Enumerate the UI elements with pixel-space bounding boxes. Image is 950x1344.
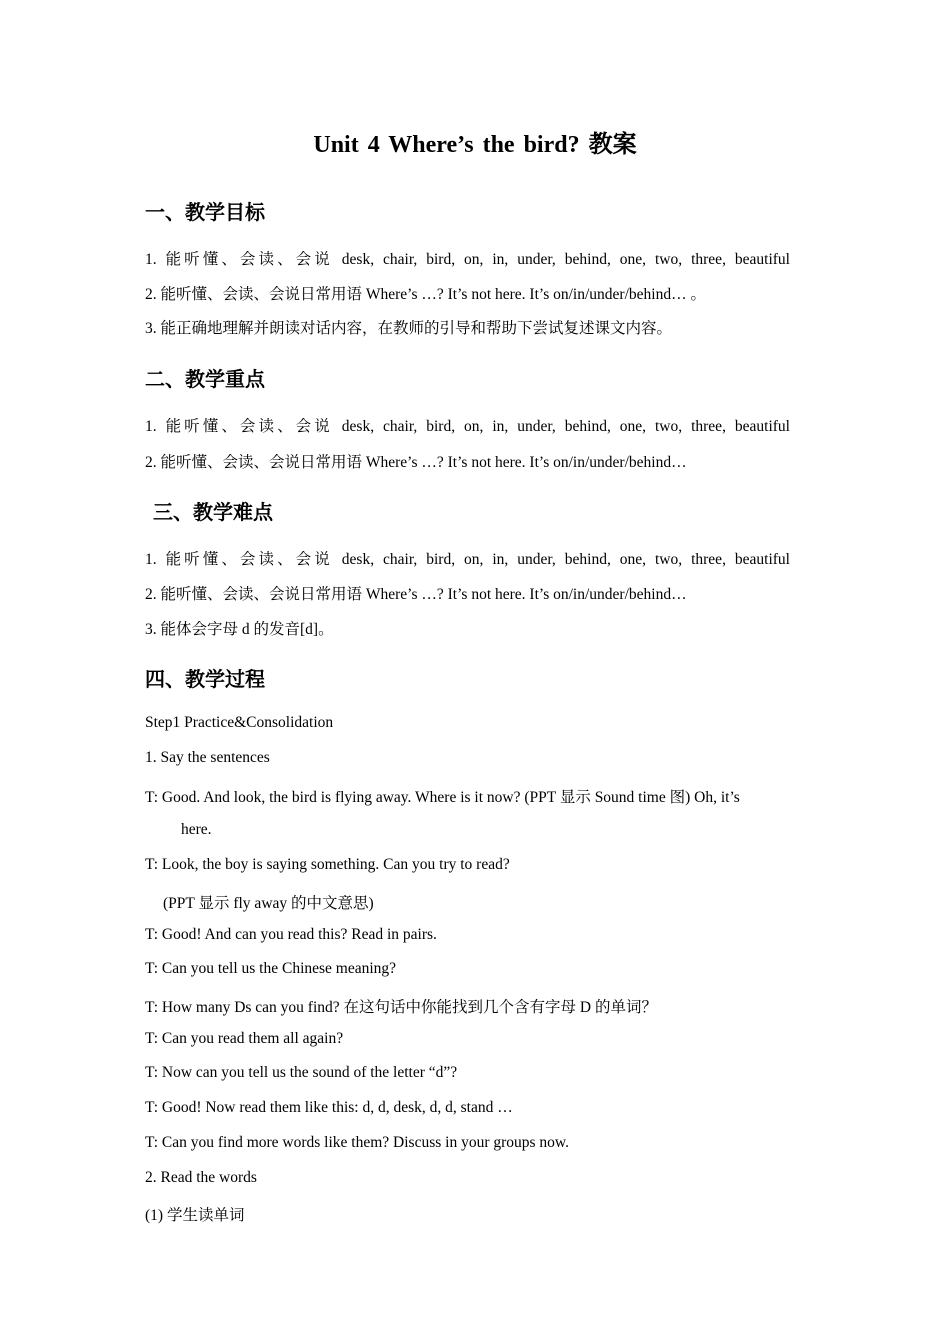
process-line: T: Good. And look, the bird is flying away. Where is it now? (PPT 显示 Sound time 图) Oh, it’s — [145, 789, 740, 806]
section-heading-key-points: 二、教学重点 — [145, 369, 265, 391]
process-line: T: Good! And can you read this? Read in pairs. — [145, 926, 437, 943]
goals-item-3: 3. 能正确地理解并朗读对话内容，在教师的引导和帮助下尝试复述课文内容。 — [145, 320, 673, 337]
process-line: 1. Say the sentences — [145, 749, 270, 766]
process-line: Step1 Practice&Consolidation — [145, 714, 334, 731]
process-line: here. — [181, 821, 212, 838]
process-line: T: Can you read them all again? — [145, 1030, 344, 1047]
process-line: (1) 学生读单词 — [145, 1207, 245, 1224]
goals-item-2: 2. 能听懂、会读、会说日常用语 Where’s …? It’s not here. It’s on/in/under/behind… 。 — [145, 286, 706, 303]
key-points-item-2: 2. 能听懂、会读、会说日常用语 Where’s …? It’s not here. It’s on/in/under/behind… — [145, 454, 687, 471]
process-line: 2. Read the words — [145, 1169, 257, 1186]
key-points-item-1: 1. 能听懂、会读、会说 desk, chair, bird, on, in, under, behind, one, two, three, beautiful — [145, 418, 790, 435]
section-heading-process: 四、教学过程 — [145, 669, 265, 691]
process-line: T: How many Ds can you find? 在这句话中你能找到几个含有字母 D 的单词？ — [145, 999, 657, 1016]
difficulties-item-1: 1. 能听懂、会读、会说 desk, chair, bird, on, in, under, behind, one, two, three, beautiful — [145, 551, 790, 568]
section-heading-difficulties: 三、教学难点 — [153, 502, 273, 524]
difficulties-item-3: 3. 能体会字母 d 的发音[d]。 — [145, 621, 334, 638]
process-line: T: Now can you tell us the sound of the letter “d”? — [145, 1064, 458, 1081]
section-heading-goals: 一、教学目标 — [145, 202, 265, 224]
document-title: Unit 4 Where’s the bird? 教案 — [313, 132, 637, 158]
difficulties-item-2: 2. 能听懂、会读、会说日常用语 Where’s …? It’s not here. It’s on/in/under/behind… — [145, 586, 687, 603]
process-line: T: Good! Now read them like this: d, d, desk, d, d, stand … — [145, 1099, 513, 1116]
process-line: T: Can you tell us the Chinese meaning? — [145, 960, 397, 977]
process-line: (PPT 显示 fly away 的中文意思) — [163, 895, 374, 912]
process-line: T: Look, the boy is saying something. Can you try to read? — [145, 856, 510, 873]
goals-item-1: 1. 能听懂、会读、会说 desk, chair, bird, on, in, under, behind, one, two, three, beautiful — [145, 251, 790, 268]
process-line: T: Can you find more words like them? Discuss in your groups now. — [145, 1134, 569, 1151]
